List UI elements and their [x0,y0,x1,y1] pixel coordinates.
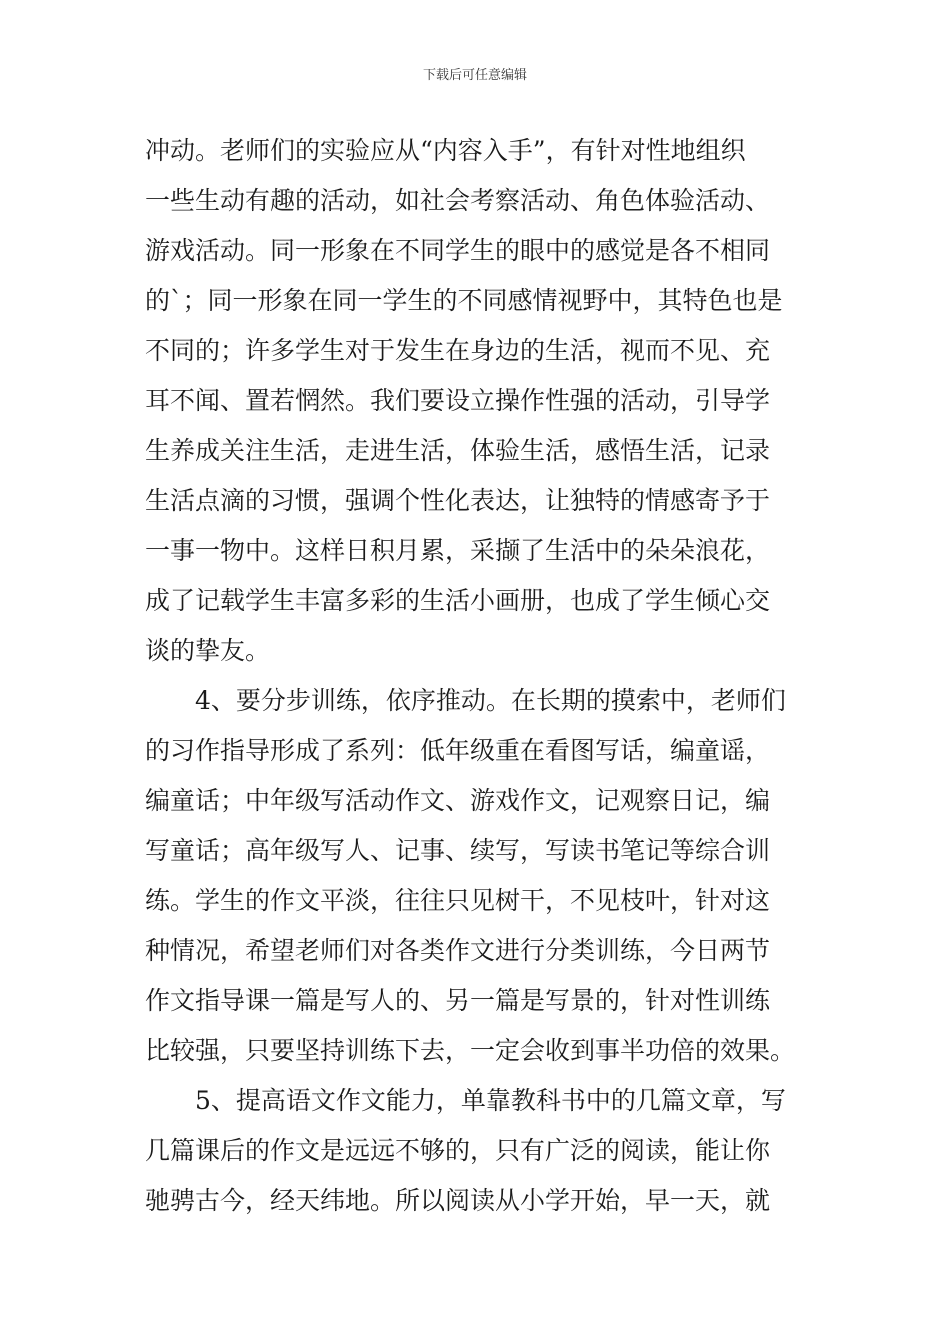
text-line: 生养成关注生活，走进生活，体验生活，感悟生活，记录 [145,436,771,465]
text-line: 几篇课后的作文是远远不够的，只有广泛的阅读，能让你 [145,1136,771,1165]
paragraph-start-line: 5、提高语文作文能力，单靠教科书中的几篇文章，写 [195,1086,786,1115]
text-line: 作文指导课一篇是写人的、另一篇是写景的，针对性训练 [145,986,771,1015]
text-line: 编童话；中年级写活动作文、游戏作文，记观察日记，编 [145,786,771,815]
text-line: 练。学生的作文平淡，往往只见树干，不见枝叶，针对这 [145,886,771,915]
text-line: 的`；同一形象在同一学生的不同感情视野中，其特色也是 [145,286,783,315]
text-line: 一事一物中。这样日积月累，采撷了生活中的朵朵浪花， [145,536,771,565]
page-header: 下载后可任意编辑 [422,68,527,83]
text-line: 成了记载学生丰富多彩的生活小画册，也成了学生倾心交 [145,586,771,615]
paragraph-start-line: 4、要分步训练，依序推动。在长期的摸索中，老师们 [195,686,786,715]
text-line: 生活点滴的习惯，强调个性化表达，让独特的情感寄予于 [145,486,771,515]
text-line: 比较强，只要坚持训练下去，一定会收到事半功倍的效果。 [145,1036,796,1065]
text-line: 驰骋古今，经天纬地。所以阅读从小学开始，早一天，就 [145,1186,771,1215]
text-line: 游戏活动。同一形象在不同学生的眼中的感觉是各不相同 [145,236,771,265]
document-body [145,126,810,1226]
text-line: 耳不闻、置若惘然。我们要设立操作性强的活动，引导学 [145,386,771,415]
text-line: 写童话；高年级写人、记事、续写，写读书笔记等综合训 [145,836,771,865]
text-line: 的习作指导形成了系列：低年级重在看图写话，编童谣， [145,736,771,765]
text-line: 种情况，希望老师们对各类作文进行分类训练，今日两节 [145,936,771,965]
text-line: 一些生动有趣的活动，如社会考察活动、角色体验活动、 [145,186,771,215]
text-line: 谈的挚友。 [145,636,271,665]
text-line: 冲动。老师们的实验应从“内容入手”，有针对性地组织 [145,136,746,165]
text-line: 不同的；许多学生对于发生在身边的生活，视而不见、充 [145,336,771,365]
